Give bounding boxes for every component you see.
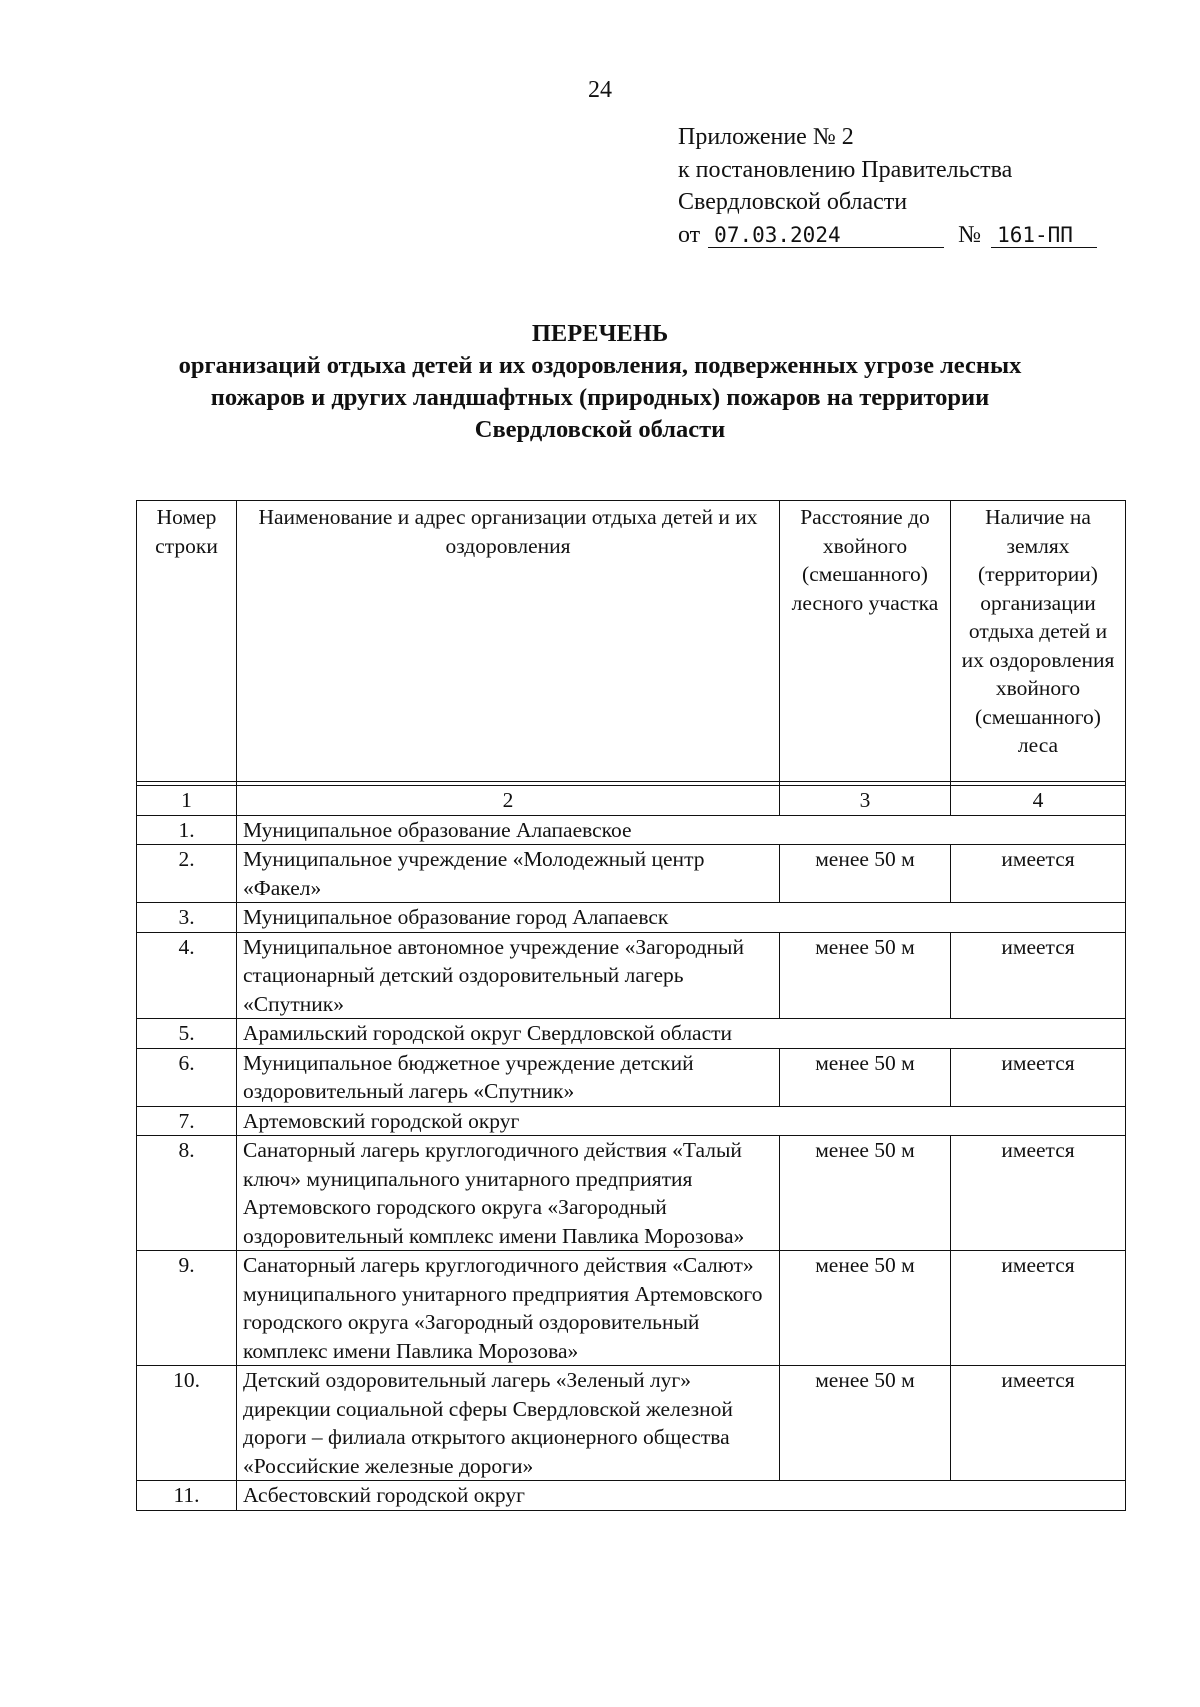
row-number: 11. [137, 1481, 237, 1511]
table-row [137, 845, 1126, 903]
forest-presence-cell: имеется [951, 1251, 1126, 1366]
appendix-title: Приложение № 2 [678, 124, 854, 150]
page-number: 24 [588, 77, 612, 103]
row-number: 1. [137, 815, 237, 845]
appendix-resolution: к постановлению Правительства [678, 156, 1013, 183]
distance-cell: менее 50 м [780, 1366, 951, 1481]
title-line-2: пожаров и других ландшафтных (природных) пожаров на территории [210, 384, 990, 411]
table-row [137, 1251, 1126, 1366]
column-number-row [137, 786, 1126, 816]
organization-name: Муниципальное бюджетное учреждение детский оздоровительный лагерь «Спутник» [237, 1048, 780, 1106]
order-number: 161-ПП [991, 223, 1097, 248]
organization-name: Муниципальное учреждение «Молодежный центр «Факел» [237, 845, 780, 903]
row-number: 4. [137, 932, 237, 1019]
column-number: 4 [951, 786, 1126, 816]
distance-cell: менее 50 м [780, 932, 951, 1019]
column-number: 2 [237, 786, 780, 816]
municipality-name: Асбестовский городской округ [237, 1481, 1126, 1511]
row-number: 8. [137, 1136, 237, 1251]
table-row [137, 1106, 1126, 1136]
forest-presence-cell: имеется [951, 932, 1126, 1019]
municipality-name: Муниципальное образование Алапаевское [237, 815, 1126, 845]
forest-presence-cell: имеется [951, 1366, 1126, 1481]
appendix-block [678, 121, 1097, 251]
table-row [137, 1366, 1126, 1481]
header-distance: Расстояние до хвойного (смешанного) лесного участка [780, 501, 951, 782]
municipality-name: Артемовский городской округ [237, 1106, 1126, 1136]
distance-cell: менее 50 м [780, 1048, 951, 1106]
from-label: от [678, 221, 701, 248]
distance-cell: менее 50 м [780, 1251, 951, 1366]
number-label: № [958, 221, 982, 248]
distance-cell: менее 50 м [780, 845, 951, 903]
row-number: 10. [137, 1366, 237, 1481]
organization-name: Муниципальное автономное учреждение «Загородный стационарный детский оздоровительный лагерь «Спутник» [237, 932, 780, 1019]
order-date: 07.03.2024 [708, 223, 944, 248]
forest-presence-cell: имеется [951, 845, 1126, 903]
document-title [0, 318, 1200, 446]
row-number: 9. [137, 1251, 237, 1366]
table-row [137, 1019, 1126, 1049]
table-row [137, 1136, 1126, 1251]
column-number: 1 [137, 786, 237, 816]
forest-presence-cell: имеется [951, 1136, 1126, 1251]
row-number: 7. [137, 1106, 237, 1136]
row-number: 5. [137, 1019, 237, 1049]
organization-name: Санаторный лагерь круглогодичного действия «Салют» муниципального унитарного предприятия Артемовского городского округа «Загородный оздоровительный комплекс имени Павлика Морозова» [237, 1251, 780, 1366]
row-number: 2. [137, 845, 237, 903]
title-line-3: Свердловской области [474, 416, 726, 443]
header-forest-presence: Наличие на землях (территории) организации отдыха детей и их оздоровления хвойного (смешанного) леса [951, 501, 1126, 782]
table-row [137, 1048, 1126, 1106]
distance-cell: менее 50 м [780, 1136, 951, 1251]
organizations-table [136, 500, 1126, 1511]
forest-presence-cell: имеется [951, 1048, 1126, 1106]
organization-name: Детский оздоровительный лагерь «Зеленый луг» дирекции социальной сферы Свердловской железной дороги – филиала открытого акционерного общества «Российские железные дороги» [237, 1366, 780, 1481]
header-row-number: Номер строки [137, 501, 237, 782]
table-row [137, 815, 1126, 845]
table-row [137, 932, 1126, 1019]
table-row [137, 903, 1126, 933]
table-header-row [137, 501, 1126, 782]
row-number: 6. [137, 1048, 237, 1106]
order-details [678, 219, 1097, 252]
header-name-address: Наименование и адрес организации отдыха детей и их оздоровления [237, 501, 780, 782]
title-heading: ПЕРЕЧЕНЬ [531, 320, 669, 347]
municipality-name: Арамильский городской округ Свердловской области [237, 1019, 1126, 1049]
column-number: 3 [780, 786, 951, 816]
organization-name: Санаторный лагерь круглогодичного действия «Талый ключ» муниципального унитарного предприятия Артемовского городского округа «Загородный оздоровительный комплекс имени Павлика Морозова» [237, 1136, 780, 1251]
title-line-1: организаций отдыха детей и их оздоровления, подверженных угрозе лесных [178, 352, 1022, 379]
municipality-name: Муниципальное образование город Алапаевск [237, 903, 1126, 933]
table-row [137, 1481, 1126, 1511]
appendix-region: Свердловской области [678, 189, 908, 215]
row-number: 3. [137, 903, 237, 933]
